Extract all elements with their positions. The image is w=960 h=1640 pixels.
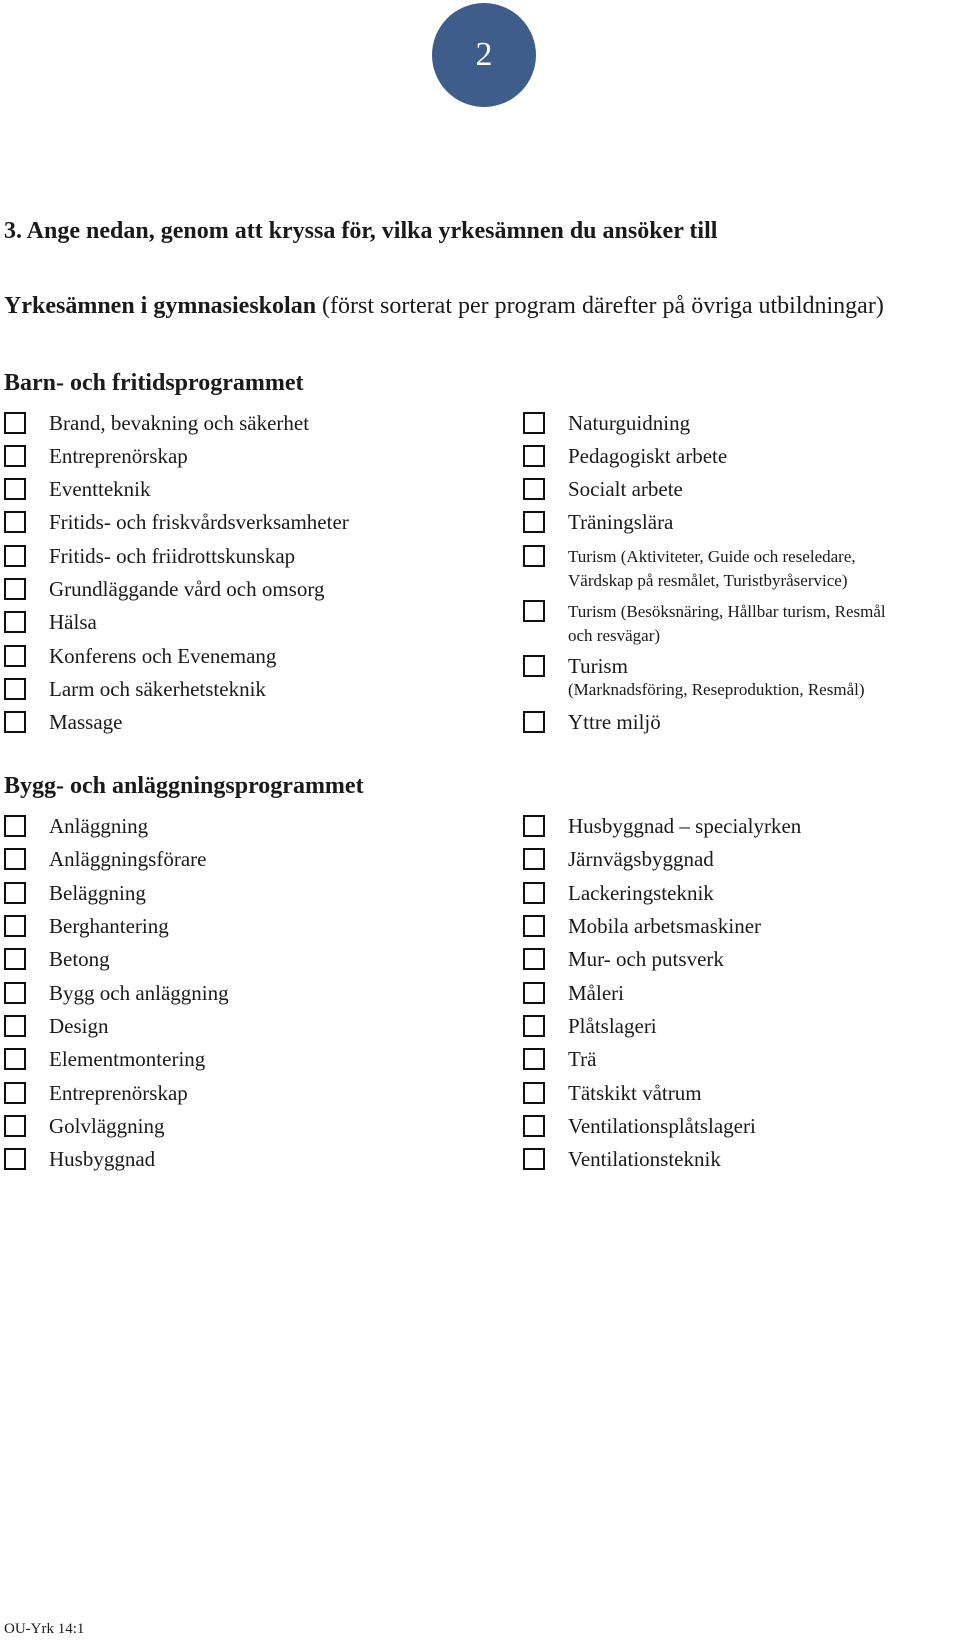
checkbox-label-line2: och resvägar) xyxy=(568,626,661,645)
page-number-badge xyxy=(432,3,536,107)
subheading xyxy=(4,293,884,320)
checkbox-label: Massage xyxy=(49,710,123,734)
checkbox-item[interactable] xyxy=(4,915,169,938)
checkbox-item[interactable] xyxy=(4,1148,155,1171)
subheading-rest: (först sorterat per program därefter på övriga utbildningar) xyxy=(316,293,884,319)
checkbox-item[interactable] xyxy=(523,1048,596,1071)
checkbox-item[interactable] xyxy=(523,1015,657,1038)
checkbox[interactable] xyxy=(4,815,26,837)
checkbox[interactable] xyxy=(4,1148,26,1170)
checkbox-label: Eventteknik xyxy=(49,477,151,501)
checkbox[interactable] xyxy=(4,1115,26,1137)
checkbox-label: Lackeringsteknik xyxy=(568,881,714,905)
checkbox[interactable] xyxy=(4,511,26,533)
checkbox-item[interactable] xyxy=(4,511,349,534)
checkbox-item[interactable] xyxy=(523,445,727,468)
checkbox[interactable] xyxy=(523,915,545,937)
checkbox-label: Trä xyxy=(568,1047,597,1071)
checkbox[interactable] xyxy=(4,611,26,633)
checkbox-item[interactable] xyxy=(4,645,276,668)
checkbox[interactable] xyxy=(4,848,26,870)
checkbox-label-line2: (Marknadsföring, Reseproduktion, Resmål) xyxy=(568,680,865,699)
checkbox[interactable] xyxy=(523,445,545,467)
checkbox[interactable] xyxy=(4,578,26,600)
checkbox-item[interactable] xyxy=(4,982,229,1005)
checkbox-item[interactable] xyxy=(4,611,97,634)
checkbox-item[interactable] xyxy=(4,1015,109,1038)
checkbox-label: Socialt arbete xyxy=(568,477,683,501)
checkbox-label: Beläggning xyxy=(49,881,146,905)
checkbox[interactable] xyxy=(523,600,545,622)
checkbox-label: Järnvägsbyggnad xyxy=(568,847,714,871)
checkbox-label: Anläggningsförare xyxy=(49,847,207,871)
checkbox-item[interactable] xyxy=(523,948,724,971)
checkbox-item[interactable] xyxy=(523,545,856,593)
subheading-bold: Yrkesämnen i gymnasieskolan xyxy=(4,293,317,319)
checkbox-item[interactable] xyxy=(4,412,309,435)
checkbox-item[interactable] xyxy=(523,815,801,838)
checkbox-label: Turism (Besöksnäring, Hållbar turism, Resmål xyxy=(568,602,886,621)
checkbox-label: Yttre miljö xyxy=(568,710,661,734)
checkbox[interactable] xyxy=(4,711,26,733)
checkbox-label: Brand, bevakning och säkerhet xyxy=(49,411,310,435)
question-heading: 3. Ange nedan, genom att kryssa för, vilka yrkesämnen du ansöker till xyxy=(4,218,718,244)
checkbox[interactable] xyxy=(523,545,545,567)
checkbox[interactable] xyxy=(523,982,545,1004)
checkbox-item[interactable] xyxy=(523,711,661,734)
checkbox[interactable] xyxy=(523,412,545,434)
checkbox-label: Grundläggande vård och omsorg xyxy=(49,577,325,601)
checkbox-label: Träningslära xyxy=(568,510,674,534)
checkbox[interactable] xyxy=(523,948,545,970)
checkbox-item[interactable] xyxy=(4,445,188,468)
checkbox[interactable] xyxy=(523,655,545,677)
checkbox[interactable] xyxy=(523,478,545,500)
checkbox[interactable] xyxy=(4,478,26,500)
checkbox-label: Berghantering xyxy=(49,914,169,938)
checkbox-label: Turism (Aktiviteter, Guide och reseledare, xyxy=(568,547,856,566)
checkbox-item[interactable] xyxy=(523,1082,702,1105)
checkbox[interactable] xyxy=(4,948,26,970)
checkbox-label: Entreprenörskap xyxy=(49,1081,188,1105)
checkbox-label: Husbyggnad xyxy=(49,1147,156,1171)
checkbox-label: Ventilationsteknik xyxy=(568,1147,721,1171)
checkbox-item[interactable] xyxy=(4,1048,205,1071)
checkbox-label: Elementmontering xyxy=(49,1047,206,1071)
checkbox[interactable] xyxy=(4,545,26,567)
checkbox[interactable] xyxy=(4,678,26,700)
program-title-bygg-anlaggning: Bygg- och anläggningsprogrammet xyxy=(4,773,364,799)
checkbox-label: Hälsa xyxy=(49,610,97,634)
checkbox-item[interactable] xyxy=(523,982,624,1005)
checkbox-item[interactable] xyxy=(523,478,683,501)
program-title-barn-fritid: Barn- och fritidsprogrammet xyxy=(4,370,304,396)
checkbox[interactable] xyxy=(4,882,26,904)
checkbox-item[interactable] xyxy=(4,578,324,601)
checkbox-label: Mur- och putsverk xyxy=(568,947,724,971)
checkbox[interactable] xyxy=(523,1148,545,1170)
checkbox-label: Design xyxy=(49,1014,109,1038)
checkbox[interactable] xyxy=(4,982,26,1004)
checkbox-item[interactable] xyxy=(4,545,295,568)
checkbox[interactable] xyxy=(4,1048,26,1070)
checkbox-item[interactable] xyxy=(4,815,148,838)
checkbox-label: Anläggning xyxy=(49,814,149,838)
checkbox-item[interactable] xyxy=(523,1148,721,1171)
checkbox-item[interactable] xyxy=(523,412,690,435)
checkbox-item[interactable] xyxy=(523,848,714,871)
checkbox[interactable] xyxy=(523,815,545,837)
checkbox-item[interactable] xyxy=(523,600,886,648)
checkbox[interactable] xyxy=(4,445,26,467)
checkbox-label: Fritids- och friskvårdsverksamheter xyxy=(49,510,349,534)
checkbox-item[interactable] xyxy=(523,915,761,938)
checkbox[interactable] xyxy=(523,511,545,533)
checkbox-label: Entreprenörskap xyxy=(49,444,188,468)
checkbox[interactable] xyxy=(523,1082,545,1104)
checkbox-item[interactable] xyxy=(4,478,150,501)
checkbox-label: Pedagogiskt arbete xyxy=(568,444,728,468)
checkbox-label: Naturguidning xyxy=(568,411,691,435)
checkbox-label: Turism xyxy=(568,654,628,678)
checkbox-label: Betong xyxy=(49,947,110,971)
checkbox-item[interactable] xyxy=(4,711,122,734)
checkbox-item[interactable] xyxy=(4,882,146,905)
checkbox[interactable] xyxy=(523,1115,545,1137)
checkbox-item[interactable] xyxy=(523,1115,756,1138)
checkbox[interactable] xyxy=(523,848,545,870)
checkbox-label-line2: Värdskap på resmålet, Turistbyråservice) xyxy=(568,571,848,590)
checkbox-label: Husbyggnad – specialyrken xyxy=(568,814,802,838)
checkbox-label: Tätskikt våtrum xyxy=(568,1081,702,1105)
checkbox[interactable] xyxy=(4,645,26,667)
checkbox-label: Konferens och Evenemang xyxy=(49,644,277,668)
checkbox[interactable] xyxy=(4,412,26,434)
page-number: 2 xyxy=(475,36,493,73)
checkbox-label: Golvläggning xyxy=(49,1114,165,1138)
checkbox-item[interactable] xyxy=(4,848,206,871)
checkbox[interactable] xyxy=(523,711,545,733)
checkbox-item[interactable] xyxy=(4,1115,165,1138)
checkbox-item[interactable] xyxy=(4,1082,188,1105)
checkbox-label: Plåtslageri xyxy=(568,1014,657,1038)
checkbox-label: Måleri xyxy=(568,981,624,1005)
checkbox[interactable] xyxy=(523,882,545,904)
checkbox[interactable] xyxy=(523,1048,545,1070)
checkbox-item[interactable] xyxy=(4,678,266,701)
checkbox[interactable] xyxy=(523,1015,545,1037)
checkbox-label: Ventilationsplåtslageri xyxy=(568,1114,756,1138)
checkbox-label: Mobila arbetsmaskiner xyxy=(568,914,762,938)
checkbox-item[interactable] xyxy=(4,948,110,971)
checkbox-item[interactable] xyxy=(523,882,714,905)
checkbox[interactable] xyxy=(4,1082,26,1104)
checkbox-item[interactable] xyxy=(523,655,865,702)
checkbox[interactable] xyxy=(4,1015,26,1037)
checkbox-label: Fritids- och friidrottskunskap xyxy=(49,544,296,568)
checkbox-item[interactable] xyxy=(523,511,673,534)
checkbox-label: Bygg och anläggning xyxy=(49,981,229,1005)
checkbox-label: Larm och säkerhetsteknik xyxy=(49,677,266,701)
form-code-footer: OU-Yrk 14:1 xyxy=(4,1621,85,1637)
checkbox[interactable] xyxy=(4,915,26,937)
